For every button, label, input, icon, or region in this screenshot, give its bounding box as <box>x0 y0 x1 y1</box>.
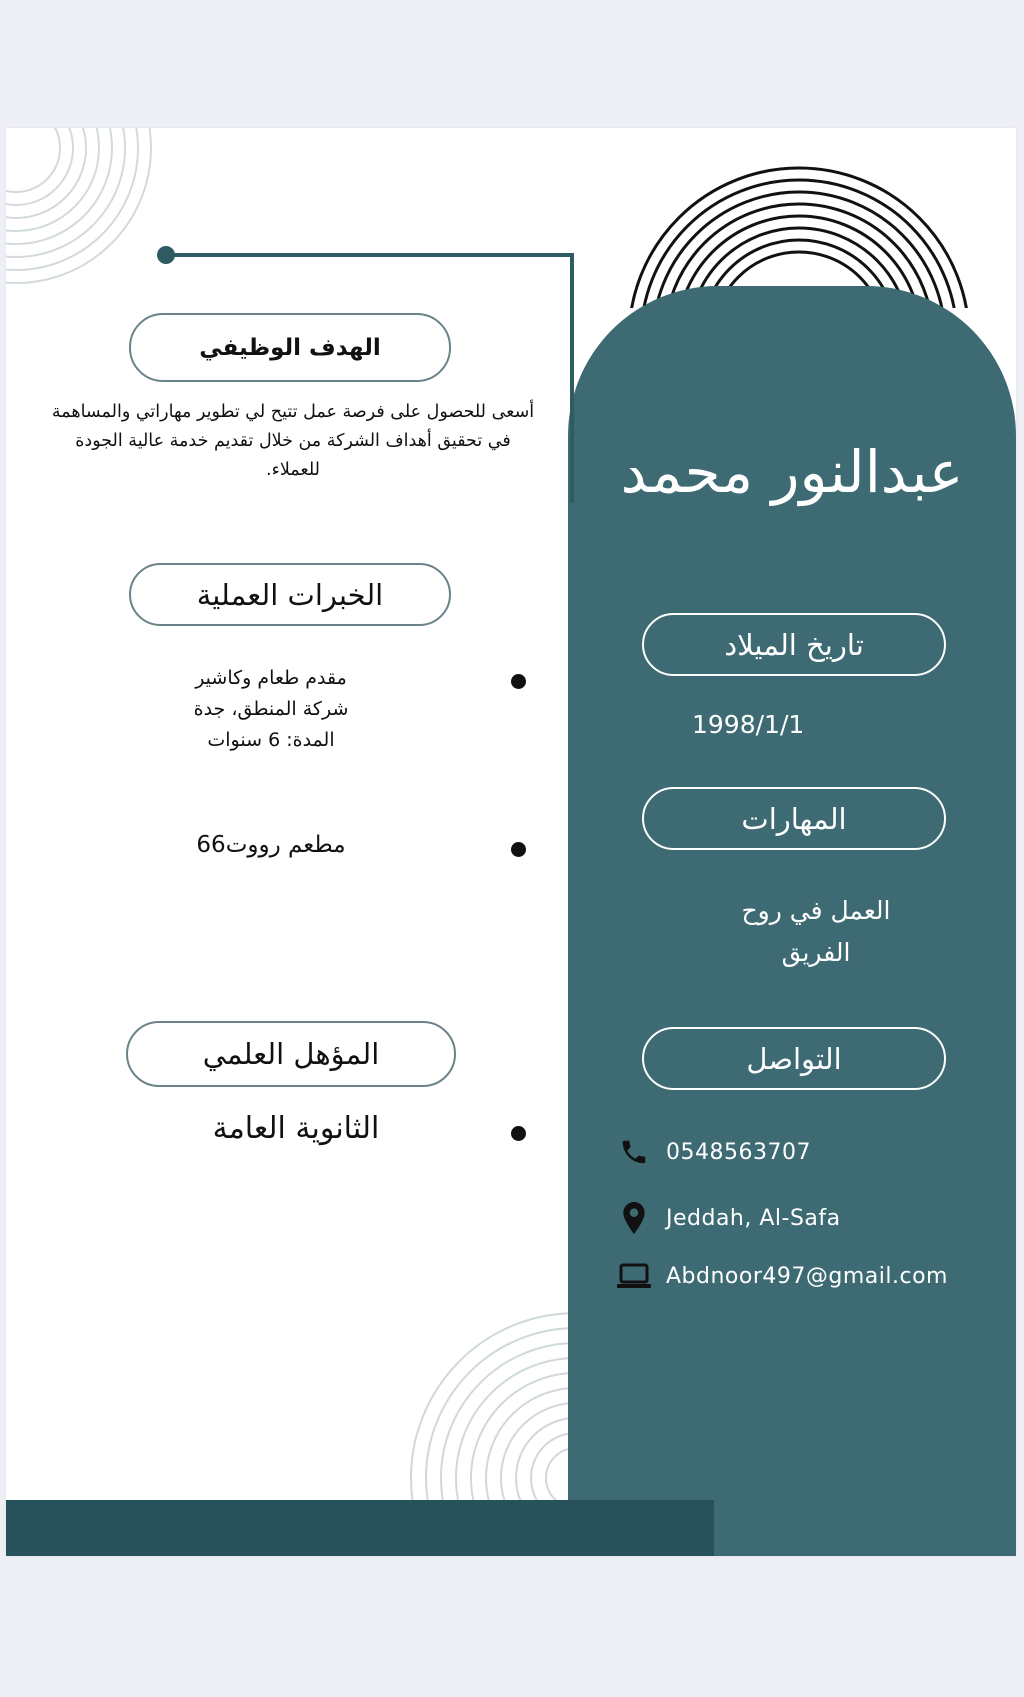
experience-item-1-company: شركة المنطق، جدة <box>193 698 349 720</box>
decorative-arcs-top-left <box>6 128 166 288</box>
experience-bullet-2 <box>511 842 526 857</box>
skills-heading: المهارات <box>642 787 946 850</box>
contact-location: Jeddah, Al-Safa <box>666 1205 841 1231</box>
education-item-1: الثانوية العامة <box>212 1111 380 1146</box>
birth-heading: تاريخ الميلاد <box>642 613 946 676</box>
birth-value: 1998/1/1 <box>692 710 805 739</box>
education-heading: المؤهل العلمي <box>126 1021 456 1087</box>
contact-email[interactable]: Abdnoor497@gmail.com <box>666 1263 948 1289</box>
experience-item-1-title: مقدم طعام وكاشير <box>195 667 347 689</box>
decorative-arcs-top-right <box>606 148 986 308</box>
skills-text <box>696 890 936 974</box>
experience-item-1-duration: المدة: 6 سنوات <box>207 729 335 751</box>
education-bullet-1 <box>511 1126 526 1141</box>
person-name: عبدالنور محمد <box>620 438 964 506</box>
experience-heading: الخبرات العملية <box>129 563 451 626</box>
experience-item-2: مطعم رووت66 <box>196 832 346 858</box>
objective-text: أسعى للحصول على فرصة عمل تتيح لي تطوير مهاراتي والمساهمة في تحقيق أهداف الشركة من خلال تقديم خدمة عالية الجودة للعملاء. <box>51 402 535 480</box>
laptop-icon <box>616 1258 652 1294</box>
skills-line-1: العمل في روح <box>741 896 891 925</box>
resume-page <box>6 128 1016 1556</box>
skills-line-2: الفريق <box>781 938 851 967</box>
footer-strip <box>6 1500 714 1556</box>
experience-item-1 <box>156 663 386 756</box>
contact-phone-row <box>616 1134 811 1170</box>
location-pin-icon <box>616 1200 652 1236</box>
contact-email-row <box>616 1258 948 1294</box>
phone-icon <box>616 1134 652 1170</box>
contact-phone[interactable]: 0548563707 <box>666 1139 811 1165</box>
contact-location-row <box>616 1200 841 1236</box>
contact-heading: التواصل <box>642 1027 946 1090</box>
decorative-arcs-bottom <box>406 1308 568 1500</box>
objective-heading: الهدف الوظيفي <box>129 313 451 382</box>
experience-bullet-1 <box>511 674 526 689</box>
